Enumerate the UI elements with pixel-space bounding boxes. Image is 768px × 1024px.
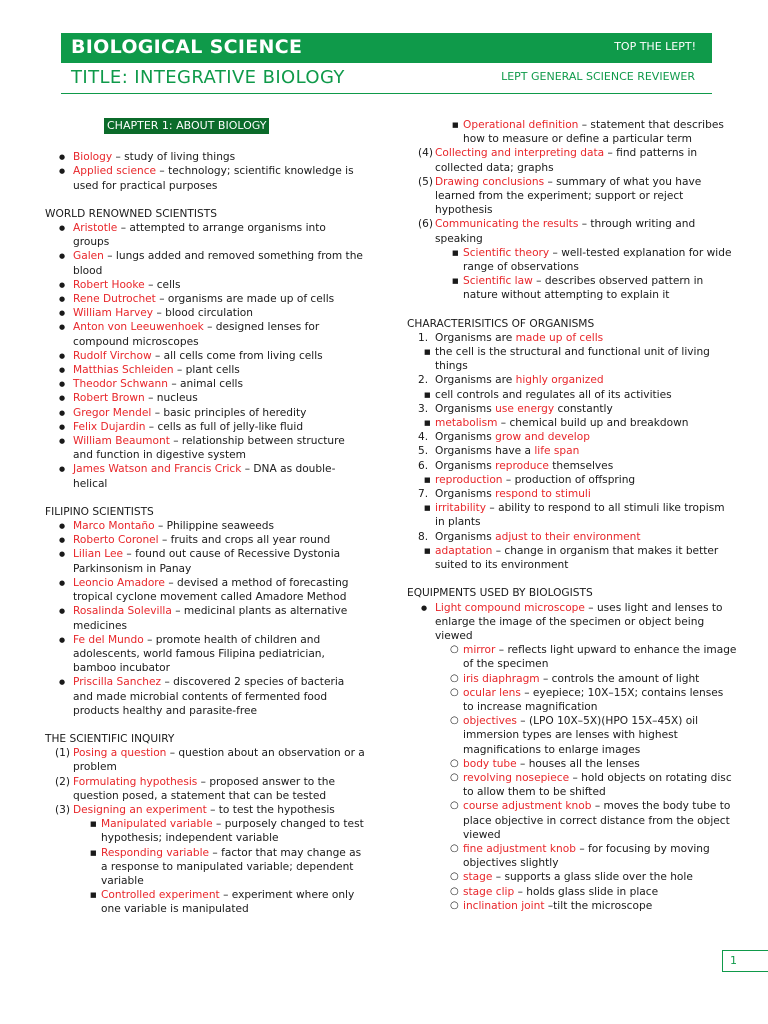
- description: – production of offspring: [502, 473, 636, 486]
- term: James Watson and Francis Crick: [73, 463, 242, 476]
- term: ocular lens: [463, 686, 521, 699]
- list-item: [45, 249, 365, 277]
- sub-list: [379, 388, 737, 402]
- description: – basic principles of heredity: [151, 406, 307, 419]
- sub-list-wrapper: [407, 473, 737, 487]
- list-item: [407, 899, 737, 913]
- list-item: [407, 757, 737, 771]
- description: the cell is the structural and functional unit of living things: [435, 346, 710, 373]
- description: – technology; scientific knowledge is used for practical purposes: [73, 165, 354, 192]
- term: stage clip: [463, 885, 515, 898]
- world-scientists-list: [45, 221, 365, 491]
- description: – promote health of children and adolescents, world famous Filipina pediatrician, bamboo incubator: [73, 633, 325, 675]
- item-number: (6): [418, 218, 434, 231]
- term: Posing a question: [73, 747, 167, 760]
- term: Collecting and interpreting data: [435, 147, 605, 160]
- list-item: [407, 487, 737, 501]
- description: – factor that may change as a response to manipulated variable; dependent variable: [101, 846, 362, 887]
- description: – supports a glass slide over the hole: [492, 871, 693, 884]
- term: Rene Dutrochet: [73, 293, 156, 306]
- characteristic-prefix: Organisms: [435, 530, 496, 543]
- term: Marco Montaño: [73, 520, 155, 533]
- term: Rudolf Virchow: [73, 349, 152, 362]
- sub-list-wrapper: [407, 544, 737, 572]
- list-item: [407, 246, 737, 274]
- theory-law-list: [407, 246, 737, 303]
- item-number: (2): [55, 775, 71, 788]
- description: – discovered 2 species of bacteria and made microbial contents of fermented food products healthy and parasite-free: [73, 676, 345, 717]
- list-item: [407, 331, 737, 345]
- term: Anton von Leeuwenhoek: [73, 321, 204, 334]
- term: Rosalinda Solevilla: [73, 605, 172, 618]
- term: Designing an experiment: [73, 803, 207, 816]
- term: Roberto Coronel: [73, 534, 159, 547]
- item-number: 7.: [418, 488, 429, 501]
- characteristic-suffix: themselves: [548, 459, 614, 472]
- term: Applied science: [73, 165, 157, 178]
- list-item: [45, 406, 365, 420]
- term: William Beaumont: [73, 435, 170, 448]
- term: highly organized: [515, 374, 604, 387]
- description: – Philippine seaweeds: [154, 520, 275, 533]
- term: inclination joint: [463, 899, 545, 912]
- item-number: 1.: [418, 331, 429, 344]
- term: Robert Brown: [73, 392, 145, 405]
- chapter-heading: CHAPTER 1: ABOUT BIOLOGY: [104, 118, 269, 134]
- sub-list: [379, 416, 737, 430]
- description: – study of living things: [112, 151, 236, 164]
- equipment-list: [407, 601, 737, 644]
- list-item: [407, 402, 737, 416]
- list-item: [45, 320, 365, 348]
- description: – describes observed pattern in nature without attempting to explain it: [463, 275, 704, 302]
- list-item: [407, 217, 737, 245]
- header-divider: [61, 93, 712, 94]
- term: use energy: [495, 402, 555, 415]
- filipino-scientists-list: [45, 519, 365, 718]
- term: revolving nosepiece: [463, 771, 570, 784]
- list-item: [45, 391, 365, 405]
- description: – eyepiece; 10X–15X; contains lenses to increase magnification: [463, 686, 724, 713]
- description: – hold objects on rotating disc to allow them to be shifted: [463, 771, 732, 799]
- term: body tube: [463, 757, 517, 770]
- page-number-box: [722, 950, 768, 972]
- description: – through writing and speaking: [435, 218, 696, 245]
- term: Responding variable: [101, 846, 210, 859]
- list-item: [45, 349, 365, 363]
- list-item: [379, 501, 737, 529]
- description: – plant cells: [173, 364, 240, 377]
- intro-list: [45, 150, 365, 193]
- list-item: [45, 420, 365, 434]
- list-item: [407, 274, 737, 302]
- description: – moves the body tube to place objective in correct distance from the object viewed: [463, 800, 731, 841]
- term: Lilian Lee: [73, 548, 124, 561]
- term: Robert Hooke: [73, 278, 145, 291]
- list-item: [45, 377, 365, 391]
- description: – animal cells: [167, 378, 244, 391]
- list-item: [407, 842, 737, 870]
- description: – organisms are made up of cells: [155, 293, 335, 306]
- term: Galen: [73, 250, 104, 263]
- list-item: [45, 604, 365, 632]
- item-number: 5.: [418, 445, 429, 458]
- term: Felix Dujardin: [73, 420, 146, 433]
- term: reproduction: [435, 473, 503, 486]
- sub-list: [379, 544, 737, 572]
- list-item: [407, 175, 737, 218]
- term: Communicating the results: [435, 218, 579, 231]
- description: – experiment where only one variable is manipulated: [101, 889, 355, 916]
- list-item: [379, 473, 737, 487]
- section-heading: EQUIPMENTS USED BY BIOLOGISTS: [407, 587, 593, 600]
- list-item: [407, 530, 737, 544]
- list-item: [407, 714, 737, 757]
- term: William Harvey: [73, 307, 154, 320]
- list-item: [407, 870, 737, 884]
- section-heading: FILIPINO SCIENTISTS: [45, 505, 154, 518]
- list-item: [407, 672, 737, 686]
- list-item: [45, 462, 365, 490]
- description: –tilt the microscope: [544, 899, 653, 912]
- header-banner: [61, 33, 712, 63]
- item-number: (1): [55, 747, 71, 760]
- sub-list-wrapper: [407, 501, 737, 529]
- term: Matthias Schleiden: [73, 364, 174, 377]
- sub-list-wrapper: [407, 416, 737, 430]
- item-number: 4.: [418, 431, 429, 444]
- list-item: [45, 633, 365, 676]
- list-item: [45, 278, 365, 292]
- term: Formulating hypothesis: [73, 775, 198, 788]
- description: – lungs added and removed something from the blood: [73, 250, 363, 277]
- term: mirror: [463, 644, 496, 657]
- sub-list: [379, 473, 737, 487]
- list-item: [45, 519, 365, 533]
- list-item: [45, 221, 365, 249]
- term: objectives: [463, 715, 517, 728]
- term: Gregor Mendel: [73, 406, 152, 419]
- term: made up of cells: [515, 331, 604, 344]
- list-item: [45, 434, 365, 462]
- term: fine adjustment knob: [463, 842, 576, 855]
- term: Light compound microscope: [435, 601, 585, 614]
- item-number: 3.: [418, 402, 429, 415]
- page-number: 1: [730, 954, 737, 967]
- list-item: [407, 799, 737, 842]
- document-title: BIOLOGICAL SCIENCE: [71, 36, 303, 58]
- description: – found out cause of Recessive Dystonia Parkinsonism in Panay: [73, 548, 341, 575]
- description: – find patterns in collected data; graphs: [435, 147, 698, 174]
- characteristics-list: [407, 331, 737, 572]
- description: – houses all the lenses: [516, 757, 640, 770]
- list-item: [45, 363, 365, 377]
- list-item: [407, 373, 737, 387]
- term: adaptation: [435, 544, 493, 557]
- list-item: [379, 544, 737, 572]
- section-heading: CHARACTERISITICS OF ORGANISMS: [407, 317, 595, 330]
- term: Scientific law: [463, 275, 533, 288]
- description: – DNA as double-helical: [73, 463, 336, 490]
- list-item: [45, 746, 365, 774]
- term: Aristotle: [73, 222, 118, 235]
- description: – uses light and lenses to enlarge the image of the specimen or object being viewed: [435, 601, 723, 642]
- characteristic-suffix: constantly: [554, 402, 613, 415]
- list-item: [45, 547, 365, 575]
- characteristic-prefix: Organisms are: [435, 374, 516, 387]
- list-item: [45, 576, 365, 604]
- list-item: [45, 306, 365, 320]
- term: Controlled experiment: [101, 889, 220, 902]
- description: – attempted to arrange organisms into groups: [73, 222, 326, 249]
- list-item: [407, 686, 737, 714]
- list-item: [45, 292, 365, 306]
- list-item: [407, 430, 737, 444]
- description: – fruits and crops all year round: [158, 534, 331, 547]
- item-number: 6.: [418, 459, 429, 472]
- term: Biology: [73, 151, 113, 164]
- sub-list: [379, 345, 737, 373]
- description: – well-tested explanation for wide range of observations: [463, 246, 732, 274]
- left-column: [45, 118, 365, 917]
- sub-list: [379, 501, 737, 529]
- description: – ability to respond to all stimuli like tropism in plants: [435, 502, 725, 529]
- term: course adjustment knob: [463, 800, 592, 813]
- description: – cells: [144, 278, 181, 291]
- inquiry-steps-list: [45, 746, 365, 817]
- description: – summary of what you have learned from the experiment; support or reject hypothesis: [435, 175, 702, 217]
- characteristic-prefix: Organisms are: [435, 331, 516, 344]
- operational-definition-list: [407, 118, 737, 146]
- page-subtitle: TITLE: INTEGRATIVE BIOLOGY: [71, 67, 345, 88]
- term: irritability: [435, 502, 487, 515]
- item-number: (3): [55, 803, 71, 816]
- characteristic-prefix: Organisms: [435, 402, 496, 415]
- description: – reflects light upward to enhance the image of the specimen: [463, 644, 737, 671]
- list-item: [45, 775, 365, 803]
- description: – cells as full of jelly-like fluid: [145, 420, 304, 433]
- list-item: [45, 150, 365, 164]
- term: Theodor Schwann: [73, 378, 168, 391]
- description: – nucleus: [144, 392, 198, 405]
- item-number: (5): [418, 175, 434, 188]
- list-item: [407, 643, 737, 671]
- description: – for focusing by moving objectives slightly: [463, 842, 710, 870]
- list-item: [45, 803, 365, 817]
- characteristic-prefix: Organisms: [435, 431, 496, 444]
- description: – chemical build up and breakdown: [497, 417, 689, 430]
- description: – change in organism that makes it better suited to its environment: [435, 544, 719, 572]
- variables-list: [45, 817, 365, 916]
- description: – statement that describes how to measure or define a particular term: [463, 119, 724, 146]
- reviewer-label: LEPT GENERAL SCIENCE REVIEWER: [501, 70, 695, 83]
- term: respond to stimuli: [495, 488, 591, 501]
- list-item: [407, 146, 737, 174]
- term: Scientific theory: [463, 246, 550, 259]
- description: – designed lenses for compound microscopes: [73, 321, 320, 348]
- list-item: [45, 846, 365, 889]
- description: – question about an observation or a problem: [73, 747, 365, 774]
- item-number: (4): [418, 147, 434, 160]
- description: – holds glass slide in place: [514, 885, 659, 898]
- term: metabolism: [435, 417, 498, 430]
- list-item: [407, 601, 737, 644]
- description: – proposed answer to the question posed, a statement that can be tested: [73, 775, 336, 802]
- term: Fe del Mundo: [73, 633, 144, 646]
- list-item: [379, 345, 737, 373]
- description: – (LPO 10X–5X)(HPO 15X–45X) oil immersion types are lenses with highest magnifications to enlarge images: [463, 715, 699, 756]
- list-item: [45, 533, 365, 547]
- list-item: [45, 817, 365, 845]
- header-tag: TOP THE LEPT!: [614, 40, 696, 53]
- list-item: [45, 888, 365, 916]
- characteristic-prefix: Organisms: [435, 459, 496, 472]
- characteristic-prefix: Organisms have a: [435, 445, 535, 458]
- list-item: [45, 164, 365, 192]
- term: iris diaphragm: [463, 672, 540, 685]
- list-item: [407, 459, 737, 473]
- term: grow and develop: [495, 431, 590, 444]
- item-number: 8.: [418, 530, 429, 543]
- term: Drawing conclusions: [435, 175, 545, 188]
- list-item: [45, 675, 365, 718]
- sub-list-wrapper: [407, 345, 737, 373]
- microscope-parts-list: [407, 643, 737, 913]
- description: – blood circulation: [153, 307, 253, 320]
- description: – medicinal plants as alternative medicines: [73, 605, 348, 632]
- sub-list-wrapper: [407, 388, 737, 402]
- section-heading: THE SCIENTIFIC INQUIRY: [45, 732, 175, 745]
- description: – purposely changed to test hypothesis; independent variable: [101, 818, 364, 845]
- inquiry-steps-continued: [407, 146, 737, 245]
- item-number: 2.: [418, 374, 429, 387]
- term: stage: [463, 871, 493, 884]
- list-item: [379, 416, 737, 430]
- list-item: [407, 771, 737, 799]
- term: reproduce: [495, 459, 549, 472]
- list-item: [407, 118, 737, 146]
- right-column: [407, 118, 737, 913]
- term: Leoncio Amadore: [73, 576, 165, 589]
- list-item: [407, 444, 737, 458]
- term: Operational definition: [463, 119, 579, 131]
- list-item: [407, 885, 737, 899]
- description: – devised a method of forecasting tropical cyclone movement called Amadore Method: [73, 576, 349, 604]
- characteristic-prefix: Organisms: [435, 488, 496, 501]
- term: life span: [534, 445, 580, 458]
- term: adjust to their environment: [495, 530, 641, 543]
- list-item: [379, 388, 737, 402]
- term: Priscilla Sanchez: [73, 676, 162, 689]
- description: cell controls and regulates all of its activities: [435, 388, 672, 401]
- description: – all cells come from living cells: [151, 349, 323, 362]
- description: – to test the hypothesis: [206, 803, 335, 816]
- description: – relationship between structure and function in digestive system: [73, 435, 345, 462]
- term: Manipulated variable: [101, 818, 213, 831]
- section-heading: WORLD RENOWNED SCIENTISTS: [45, 207, 217, 220]
- description: – controls the amount of light: [539, 672, 700, 685]
